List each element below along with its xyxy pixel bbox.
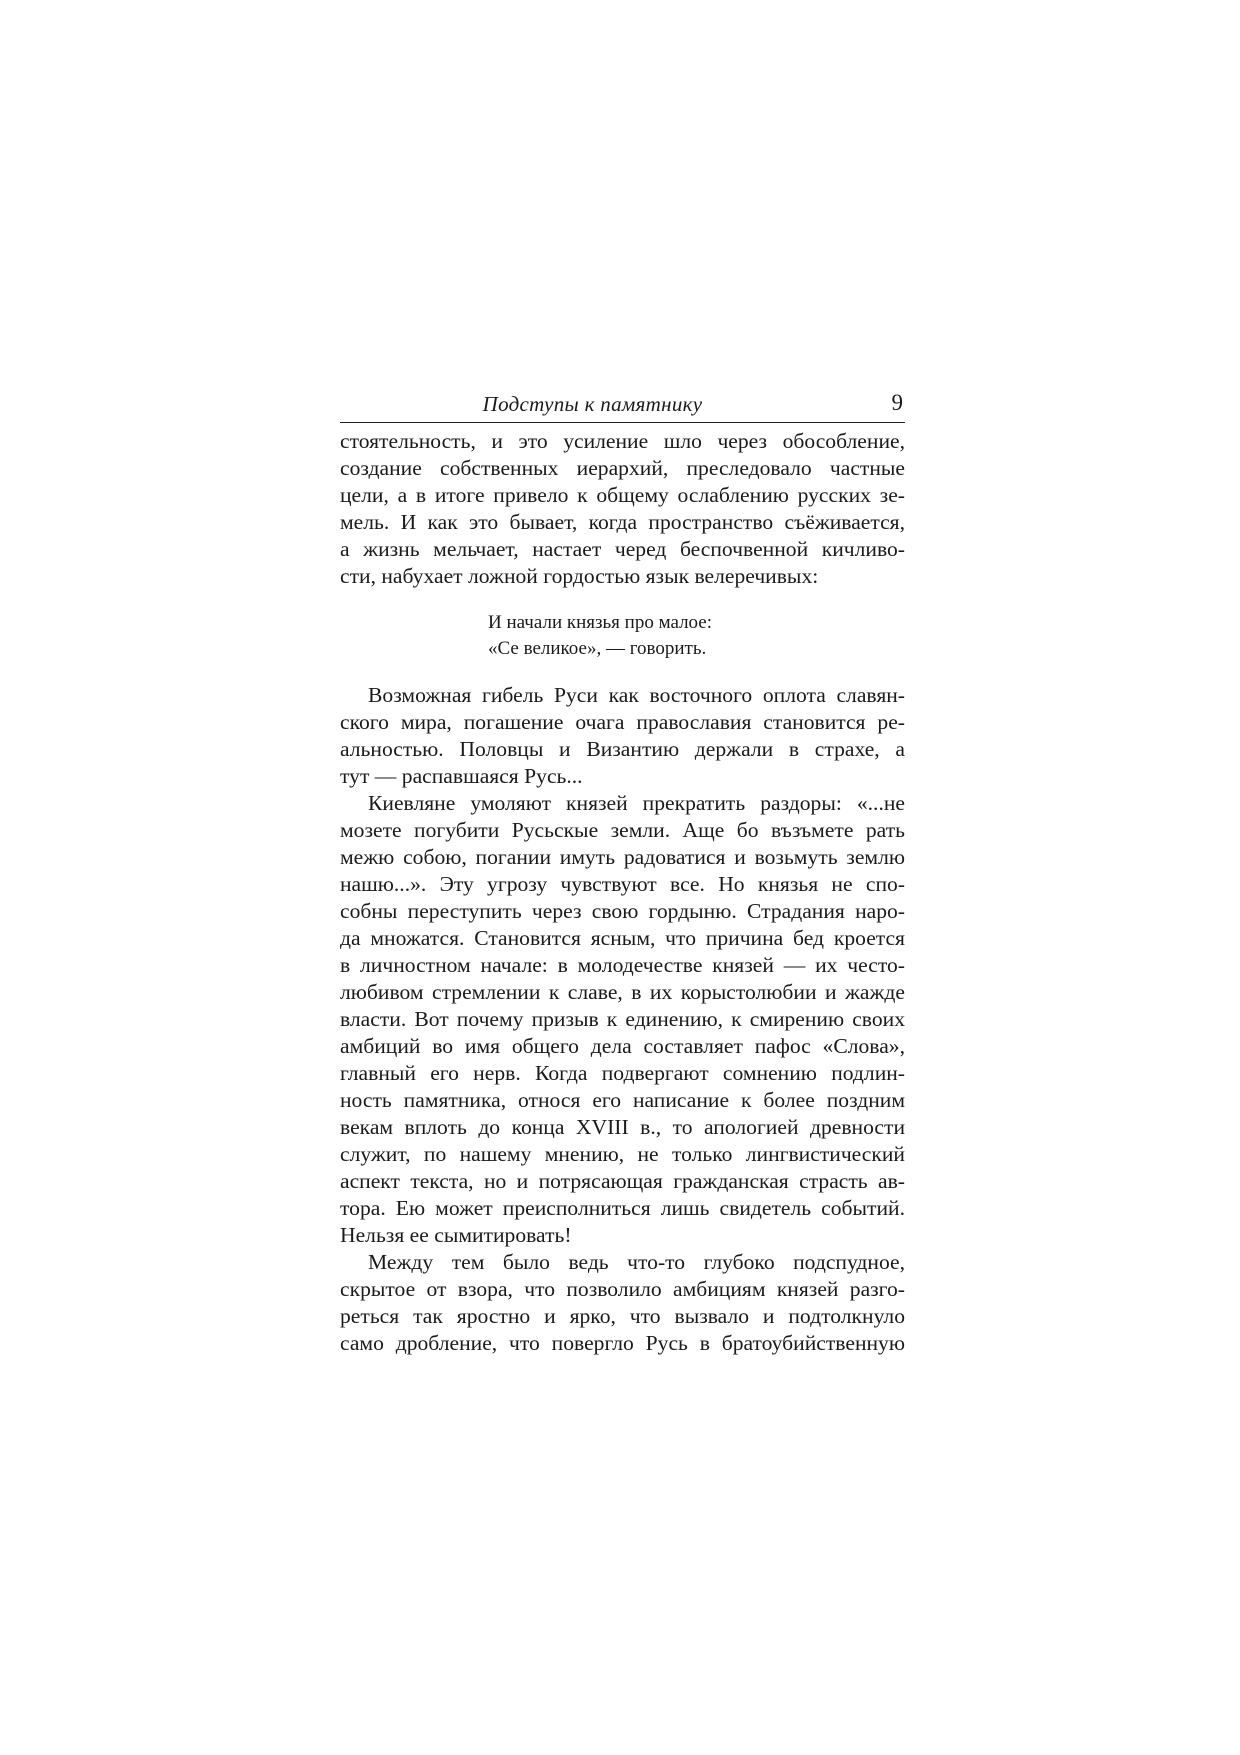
paragraph	[340, 790, 905, 1249]
text-line: а жизнь мельчает, настает черед беспочвенной кичливо-	[340, 537, 905, 561]
running-header	[340, 392, 905, 423]
text-line: любивом стремлении к славе, в их корыстолюбии и жажде	[340, 980, 905, 1004]
body-text	[340, 428, 905, 1357]
page-number: 9	[891, 390, 903, 415]
text-line: межю собою, погании имуть радоватися и возьмуть землю	[340, 845, 905, 869]
text-line: ского мира, погашение очага православия становится ре-	[340, 710, 905, 734]
text-line: Между тем было ведь что-то глубоко подспудное,	[368, 1250, 905, 1274]
text-line: векам вплоть до конца XVIII в., то апологией древности	[340, 1115, 905, 1139]
text-line: цели, а в итоге привело к общему ослаблению русских зе-	[340, 483, 905, 507]
text-line: стоятельность, и это усиление шло через обособление,	[340, 429, 905, 453]
text-line: главный его нерв. Когда подвергают сомнению подлин-	[340, 1061, 905, 1085]
verse-line: «Се великое», — говорить.	[488, 638, 707, 659]
text-line: собны переступить через свою гордыню. Страдания наро-	[340, 899, 905, 923]
paragraph	[340, 1249, 905, 1357]
text-line: в личностном начале: в молодечестве князей — их често-	[340, 953, 905, 977]
book-page	[340, 392, 905, 1357]
text-line: тут — распавшаяся Русь...	[340, 764, 583, 788]
text-line: само дробление, что повергло Русь в братоубийственную	[340, 1331, 905, 1355]
text-line: аспект текста, но и потрясающая гражданская страсть ав-	[340, 1169, 905, 1193]
text-line: нашю...». Эту угрозу чувствуют все. Но князья не спо-	[340, 872, 905, 896]
text-line: мель. И как это бывает, когда пространство съёживается,	[340, 510, 905, 534]
verse-quote	[340, 610, 905, 662]
paragraph	[340, 428, 905, 590]
text-line: власти. Вот почему призыв к единению, к смирению своих	[340, 1007, 905, 1031]
text-line: Возможная гибель Руси как восточного оплота славян-	[368, 683, 905, 707]
text-line: мозете погубити Русьскые земли. Аще бо възъмете рать	[340, 818, 905, 842]
text-line: ность памятника, относя его написание к более поздним	[340, 1088, 905, 1112]
text-line: служит, по нашему мнению, не только лингвистический	[340, 1142, 905, 1166]
text-line: тора. Ею может преисполниться лишь свидетель событий.	[340, 1196, 905, 1220]
verse-line: И начали князья про малое:	[488, 612, 713, 633]
text-line: альностью. Половцы и Византию держали в страхе, а	[340, 737, 905, 761]
text-line: Киевляне умоляют князей прекратить раздоры: «...не	[368, 791, 905, 815]
text-line: амбиций во имя общего дела составляет пафос «Слова»,	[340, 1034, 905, 1058]
text-line: да множатся. Становится ясным, что причина бед кроется	[340, 926, 905, 950]
running-title: Подступы к памятнику	[482, 392, 703, 416]
paragraph	[340, 682, 905, 790]
text-line: сти, набухает ложной гордостью язык велеречивых:	[340, 564, 819, 588]
text-line: реться так яростно и ярко, что вызвало и подтолкнуло	[340, 1304, 905, 1328]
text-line: Нельзя ее сымитировать!	[340, 1223, 572, 1247]
text-line: скрытое от взора, что позволило амбициям князей разго-	[340, 1277, 905, 1301]
text-line: создание собственных иерархий, преследовало частные	[340, 456, 905, 480]
